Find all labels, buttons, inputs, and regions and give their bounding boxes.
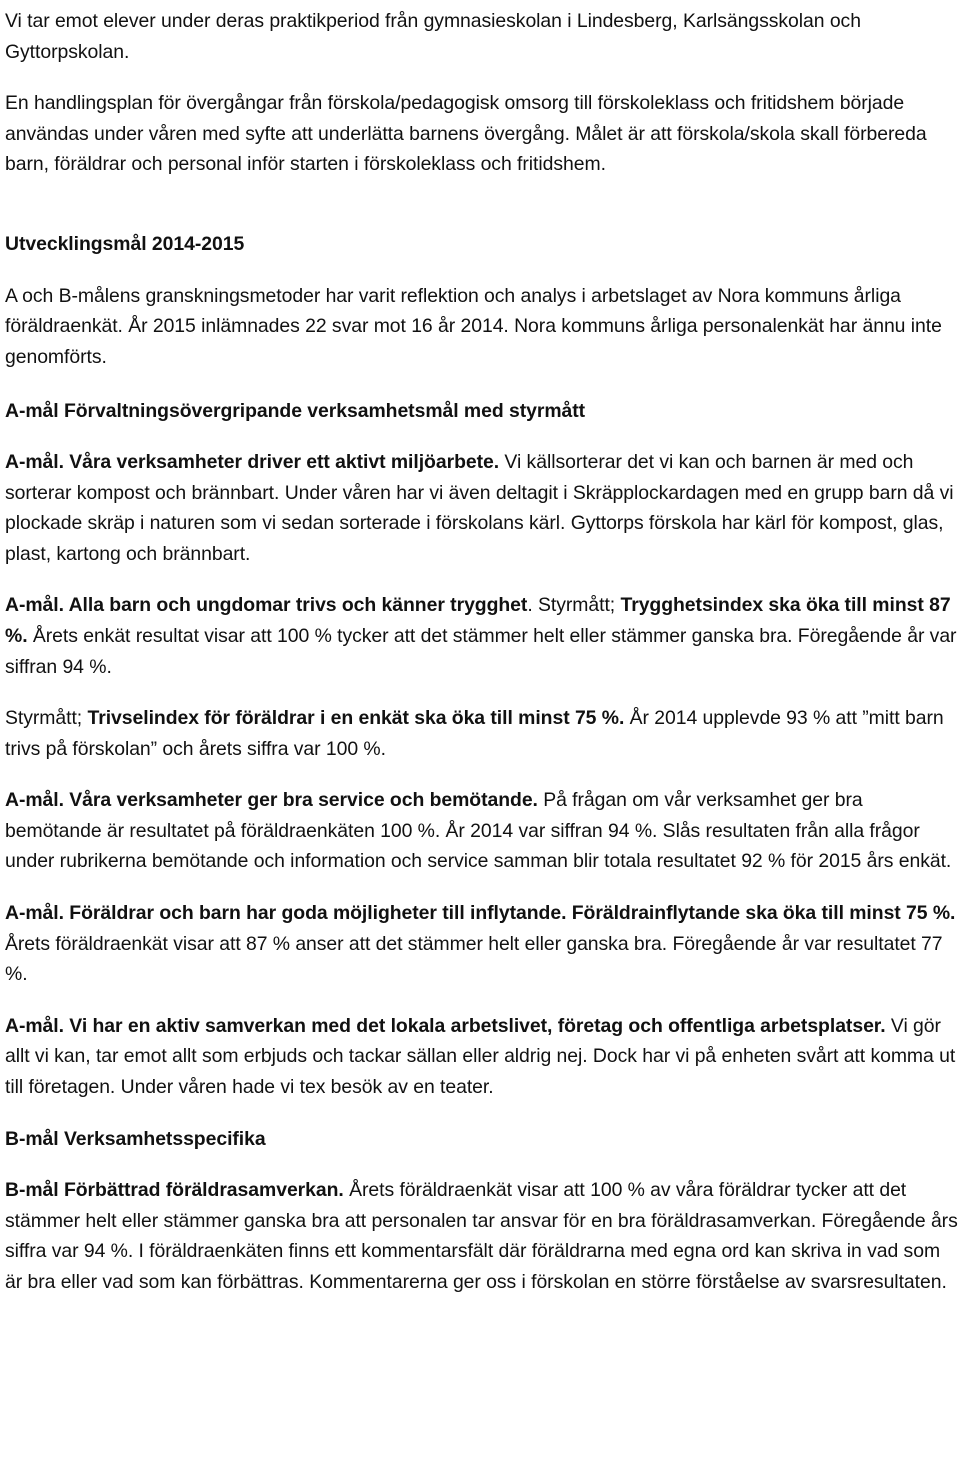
paragraph-wellbeing-measure [5, 703, 960, 764]
measure-wellbeing-text: År 2014 upplevde 93 % att ”mitt barn trivs på förskolan” och årets siffra var 100 %. [5, 707, 944, 760]
paragraph-safety-goal [5, 590, 960, 682]
paragraph-influence-goal [5, 898, 960, 990]
goal-cooperation-text: Vi gör allt vi kan, tar emot allt som erbjuds och tackar sällan eller aldrig nej. Dock har vi på enheten svårt att komma ut till företagen. Under våren hade vi tex besök av en teater. [5, 1014, 956, 1099]
goal-safety-mid: . Styrmått; [527, 594, 621, 617]
goal-environment-title: A-mål. Våra verksamheter driver ett aktivt miljöarbete. [5, 450, 500, 473]
paragraph-practice-students: Vi tar emot elever under deras praktikperiod från gymnasieskolan i Lindesberg, Karlsängsskolan och Gyttorpskolan. [5, 10, 861, 63]
goal-cooperation-title: A-mål. Vi har en aktiv samverkan med det lokala arbetslivet, företag och offentliga arbetsplatser. [5, 1014, 886, 1037]
measure-wellbeing-title: Trivselindex för föräldrar i en enkät ska öka till minst 75 %. [87, 707, 625, 730]
paragraph-environment-goal [5, 447, 960, 569]
goal-safety-index: Trygghetsindex ska öka till minst 87 %. [5, 594, 951, 647]
heading-a-goals: A-mål Förvaltningsövergripande verksamhetsmål med styrmått [5, 400, 586, 423]
paragraph-cooperation-goal [5, 1011, 960, 1103]
heading-b-goals: B-mål Verksamhetsspecifika [5, 1127, 266, 1150]
goal-parent-cooperation-text: Årets föräldraenkät visar att 100 % av våra föräldrar tycker att det stämmer helt eller stämmer ganska bra att personalen tar ansvar för en bra föräldrasamverkan. Föregående års siffra var 94 %. I föräldraenkäten finns ett kommentarsfält där föräldrarna med egna ord kan skriva in vad som är bra eller vad som kan förbättras. Kommentarerna ger oss i förskolan en större förståelse av svarsresultaten. [5, 1179, 958, 1293]
paragraph-parent-cooperation-goal [5, 1175, 960, 1297]
goal-influence-text: Årets föräldraenkät visar att 87 % anser att det stämmer helt eller ganska bra. Föregående år var resultatet 77 %. [5, 932, 943, 986]
paragraph-review-methods: A och B-målens granskningsmetoder har varit reflektion och analys i arbetslaget av Nora kommuns årliga föräldraenkät. År 2015 inlämnades 22 svar mot 16 år 2014. Nora kommuns årliga personalenkät har ännu inte genomförts. [5, 284, 942, 368]
heading-development-goals: Utvecklingsmål 2014-2015 [5, 232, 245, 255]
measure-label: Styrmått; [5, 707, 88, 730]
goal-safety-text: Årets enkät resultat visar att 100 % tycker att det stämmer helt eller stämmer ganska bra. Föregående år var siffran 94 %. [5, 624, 957, 678]
goal-parent-cooperation-title: B-mål Förbättrad föräldrasamverkan. [5, 1179, 344, 1202]
goal-safety-title: A-mål. Alla barn och ungdomar trivs och känner trygghet [5, 594, 528, 617]
paragraph-transition-plan: En handlingsplan för övergångar från förskola/pedagogisk omsorg till förskoleklass och fritidshem började användas under våren med syfte att underlätta barnens övergång. Målet är att förskola/skola skall förbereda barn, föräldrar och personal inför starten i förskoleklass och fritidshem. [5, 92, 927, 176]
goal-influence-title: A-mål. Föräldrar och barn har goda möjligheter till inflytande. Föräldrainflytande ska öka till minst 75 %. [5, 902, 956, 925]
goal-environment-text: Vi källsorterar det vi kan och barnen är med och sorterar kompost och brännbart. Under våren har vi även deltagit i Skräpplockardagen med en grupp barn då vi plockade skräp i naturen som vi sedan sorterade i förskolans kärl. Gyttorps förskola har kärl för kompost, glas, plast, kartong och brännbart. [5, 450, 954, 565]
goal-service-text: På frågan om vår verksamhet ger bra bemötande är resultatet på föräldraenkäten 100 %. År 2014 var siffran 94 %. Slås resultaten från alla frågor under rubrikerna bemötande och information och service samman blir totala resultatet 92 % för 2015 års enkät. [5, 789, 952, 873]
document-page [5, 6, 960, 1298]
paragraph-service-goal [5, 785, 960, 877]
goal-service-title: A-mål. Våra verksamheter ger bra service och bemötande. [5, 789, 538, 812]
